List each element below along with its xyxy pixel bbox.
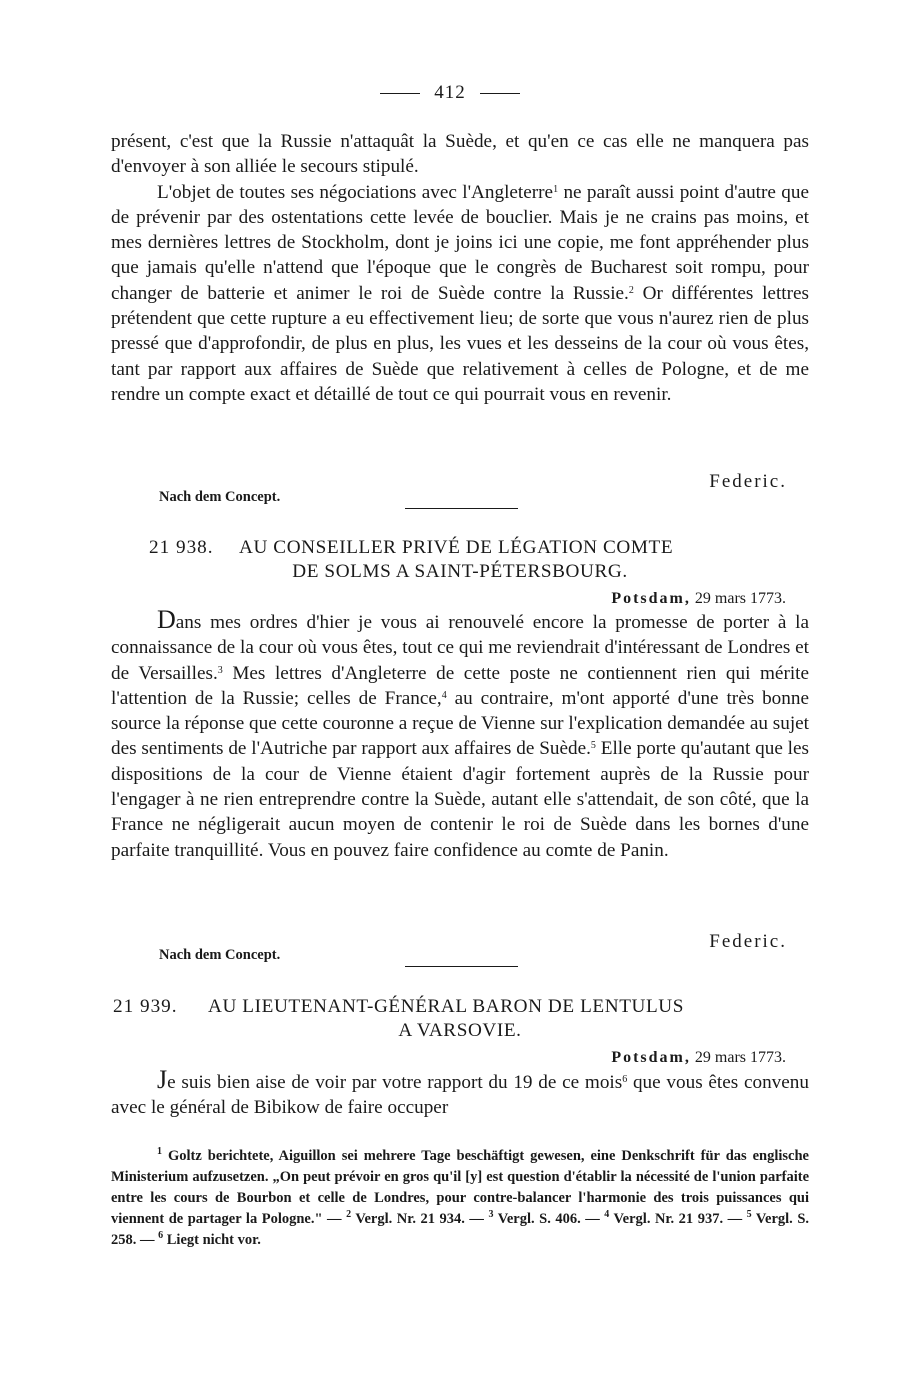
page-number-rule-right	[480, 93, 520, 94]
footnote-mark: 2	[346, 1209, 352, 1220]
heading-line: AU LIEUTENANT-GÉNÉRAL BARON DE LENTULUS	[208, 996, 685, 1017]
footnote-ref: 2	[628, 284, 634, 296]
place-date: Potsdam, 29 mars 1773.	[611, 1049, 786, 1066]
footnote-mark: 6	[158, 1230, 164, 1241]
page-number-text: 412	[434, 82, 466, 103]
footnote-ref: 3	[217, 664, 223, 676]
source-note: Nach dem Concept.	[159, 489, 281, 505]
footnote-mark: 3	[488, 1209, 494, 1220]
paragraph: Je suis bien aise de voir par votre rapport du 19 de ce mois$^6$ que vous êtes convenu avec le général de Bibikow de faire occuper	[111, 1065, 809, 1119]
heading-line: AU CONSEILLER PRIVÉ DE LÉGATION COMTE	[239, 537, 674, 558]
letter-number: 21 939.	[113, 996, 178, 1017]
footnote-mark: 4	[604, 1209, 610, 1220]
footnotes	[111, 1146, 809, 1251]
footnote-mark: 5	[746, 1209, 752, 1220]
separator-rule	[405, 508, 518, 509]
separator-rule	[405, 966, 518, 967]
footnote-text: $^1$ Goltz berichtete, Aiguillon sei mehrere Tage beschäftigt gewesen, eine Denkschrift für das englische Ministerium aufzusetzen. „On peut prévoir en gros qu'il [y] est question d'établir la nécessité de l'union parfaite entre les cours de Bourbon et celle de Londres, pour contre-balancer l'harmonie des trois puissances qui viennent de partager la Pologne." — $^2$ Vergl. Nr. 21 934. — $^3$ Vergl. S. 406. — $^4$ Vergl. Nr. 21 937. — $^5$ Vergl. S. 258. — $^6$ Liegt nicht vor.	[111, 1146, 810, 1248]
initial-letter: J	[157, 1065, 168, 1094]
paragraph: présent, c'est que la Russie n'attaquât la Suède, et qu'en ce cas elle ne manquera pas d'envoyer à son alliée le secours stipulé.	[111, 131, 809, 178]
page-number	[0, 82, 900, 104]
footnote-mark: 1	[157, 1146, 162, 1157]
place-date: Potsdam, 29 mars 1773.	[611, 590, 786, 607]
page-number-rule-left	[380, 93, 420, 94]
footnote-ref: 6	[622, 1074, 628, 1085]
paragraph: L'objet de toutes ses négociations avec l'Angleterre$^1$ ne paraît aussi point d'autre que de prévenir par des ostentations cette levée de bouclier. Mais je ne crains pas moins, et mes dernières lettres de Stockholm, dont je joins ici une copie, me font appréhender plus que jamais qu'elle n'attend que l'époque que le congrès de Bucharest soit rompu, pour changer de batterie et animer le roi de Suède contre la Russie.$^2$ Or différentes lettres prétendent que cette rupture a eu effectivement lieu; de sorte que vous n'aurez rien de plus pressé que d'approfondir, de plus en plus, les vues et les desseins de la cour où vous êtes, tant par rapport aux affaires de Suède que relativement à celles de Pologne, et de me rendre un compte exact et détaillé de tout ce qui pourrait vous en revenir.	[111, 181, 809, 405]
source-note: Nach dem Concept.	[159, 947, 281, 963]
letter-number: 21 938.	[149, 537, 214, 558]
signature: Federic.	[709, 931, 787, 952]
previous-letter-body	[111, 129, 809, 407]
heading-line: A VARSOVIE.	[398, 1020, 522, 1041]
footnote-ref: 4	[441, 689, 447, 701]
heading-line: DE SOLMS A SAINT-PÉTERSBOURG.	[292, 561, 628, 582]
initial-letter: D	[157, 605, 176, 634]
letter-body	[111, 605, 810, 863]
signature: Federic.	[709, 471, 787, 492]
footnote-ref: 5	[590, 740, 596, 752]
paragraph: Dans mes ordres d'hier je vous ai renouvelé encore la promesse de porter à la connaissance de la cour où vous êtes, tout ce qui me reviendrait d'intéressant de Londres et de Versailles.$^3$ Mes lettres d'Angleterre de cette poste ne contiennent rien qui mérite l'attention de la Russie; celles de France,$^4$ au contraire, m'ont apporté d'une très bonne source la réponse que cette couronne a reçue de Vienne sur l'explication demandée au sujet des sentiments de l'Autriche par rapport aux affaires de Suède.$^5$ Elle porte qu'autant que les dispositions de la cour de Vienne étaient d'agir fortement auprès de la Russie pour l'engager à ne rien entreprendre contre la Suède, autant elle s'attendait, de son côté, que la France ne négligerait aucun moyen de contenir le roi de Suède dans les bornes d'une parfaite tranquillité. Vous en pouvez faire confidence au comte de Panin.	[111, 605, 810, 861]
letter-body	[111, 1065, 809, 1121]
footnote-ref: 1	[553, 183, 559, 195]
